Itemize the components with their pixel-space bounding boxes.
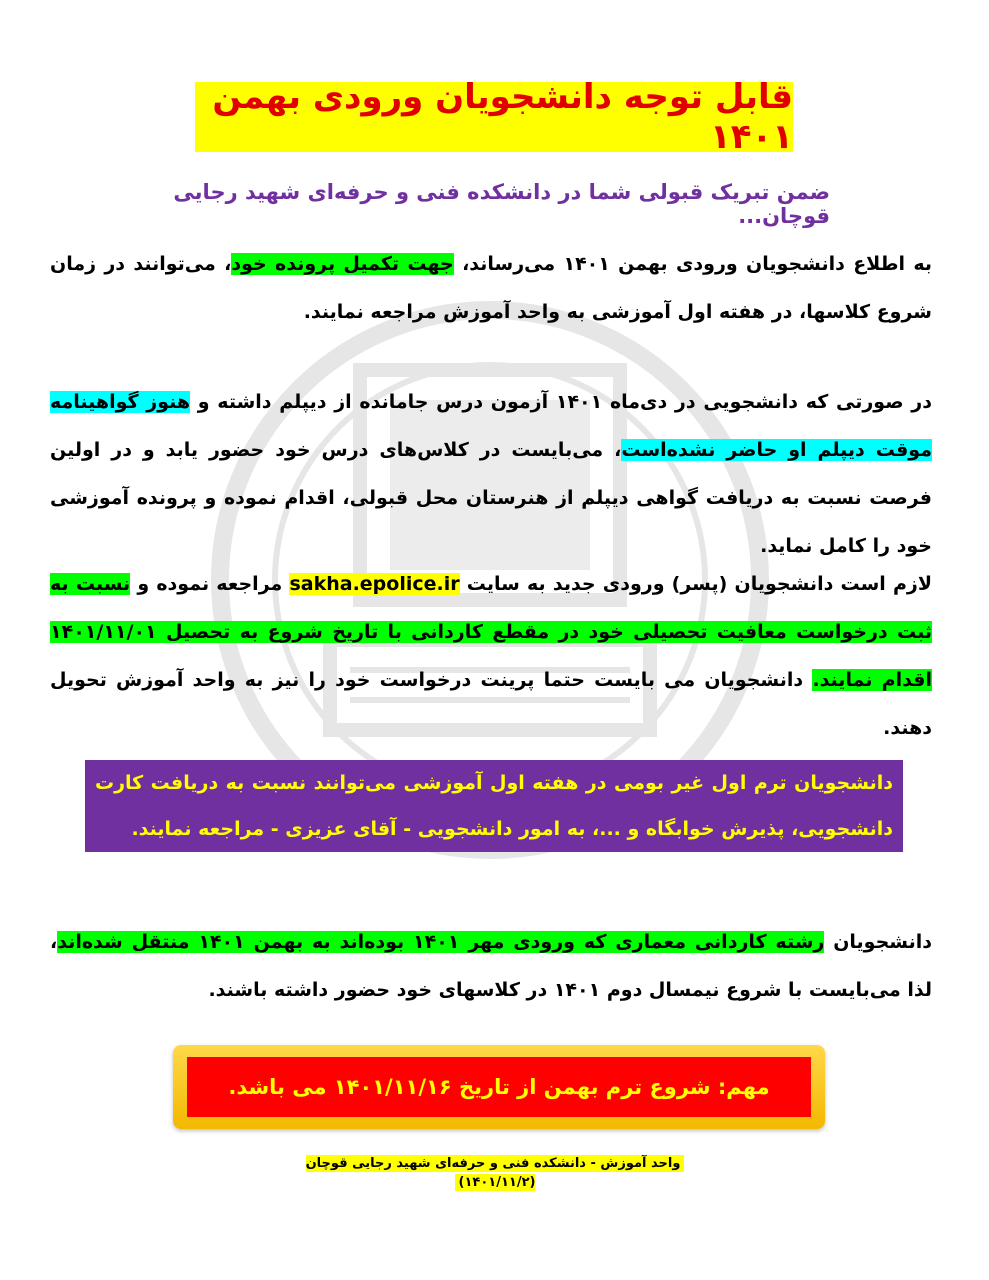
footer-text: واحد آموزش - دانشکده فنی و حرفه‌ای شهید رجایی قوچان (۱۴۰۱/۱۱/۲) — [306, 1155, 685, 1191]
paragraph-diploma — [50, 378, 932, 570]
para3-text-a: لازم است دانشجویان (پسر) ورودی جدید به سایت — [459, 573, 932, 595]
footer-signature — [275, 1152, 715, 1190]
para1-text-b: ، می‌توانند در زمان شروع کلاسها، در هفته اول آموزشی به واحد آموزش مراجعه نمایند. — [50, 253, 932, 323]
para1-text-a: به اطلاع دانشجویان ورودی بهمن ۱۴۰۱ می‌رساند، — [453, 253, 932, 275]
term-start-notice: مهم: شروع ترم بهمن از تاریخ ۱۴۰۱/۱۱/۱۶ می باشد. — [228, 1075, 770, 1099]
para4-highlight: رشته کاردانی معماری که ورودی مهر ۱۴۰۱ بوده‌اند به بهمن ۱۴۰۱ منتقل شده‌اند — [57, 931, 825, 953]
congratulation-line: ضمن تبریک قبولی شما در دانشکده فنی و حرفه‌ای شهید رجایی قوچان... — [173, 180, 830, 228]
important-banner-inner — [187, 1057, 811, 1117]
para4-text-b: ، لذا می‌بایست با شروع نیمسال دوم ۱۴۰۱ در کلاسهای خود حضور داشته باشند. — [50, 931, 932, 1001]
non-local-students-notice: دانشجویان ترم اول غیر بومی در هفته اول آموزشی می‌توانند نسبت به دریافت کارت دانشجویی، پذیرش خوابگاه و ...، به امور دانشجویی - آقای عزیزی - مراجعه نمایند. — [85, 760, 903, 852]
para4-text-a: دانشجویان — [824, 931, 933, 953]
para3-highlight: نسبت به ثبت درخواست معافیت تحصیلی خود در مقطع کاردانی با تاریخ شروع به تحصیل ۱۴۰۱/۱۱/۰۱ اقدام نمایند. — [50, 573, 933, 691]
paragraph-file-completion — [50, 240, 932, 336]
para2-text-b: ، می‌بایست در کلاس‌های درس خود حضور یابد و در اولین فرصت نسبت به دریافت گواهی دیپلم از هنرستان محل قبولی، اقدام نموده و پرونده آموزشی خود را کامل نماید. — [50, 439, 932, 557]
page-title: قابل توجه دانشجویان ورودی بهمن ۱۴۰۱ — [212, 77, 793, 157]
para3-text-b: مراجعه نموده و — [130, 573, 290, 595]
important-banner — [173, 1045, 825, 1129]
para2-highlight: هنوز گواهینامه موقت دیپلم او حاضر نشده‌است — [50, 391, 932, 461]
title-banner — [195, 77, 793, 157]
para1-highlight: جهت تکمیل پرونده خود — [231, 253, 454, 275]
paragraph-military-exemption — [50, 560, 932, 752]
para2-text-a: در صورتی که دانشجویی در دی‌ماه ۱۴۰۱ آزمون درس جامانده از دیپلم داشته و — [190, 391, 932, 413]
paragraph-architecture — [50, 918, 932, 1014]
website-link[interactable]: sakha.epolice.ir — [289, 573, 460, 595]
para3-text-c: دانشجویان می بایست حتما پرینت درخواست خود را نیز به واحد آموزش تحویل دهند. — [50, 669, 932, 739]
